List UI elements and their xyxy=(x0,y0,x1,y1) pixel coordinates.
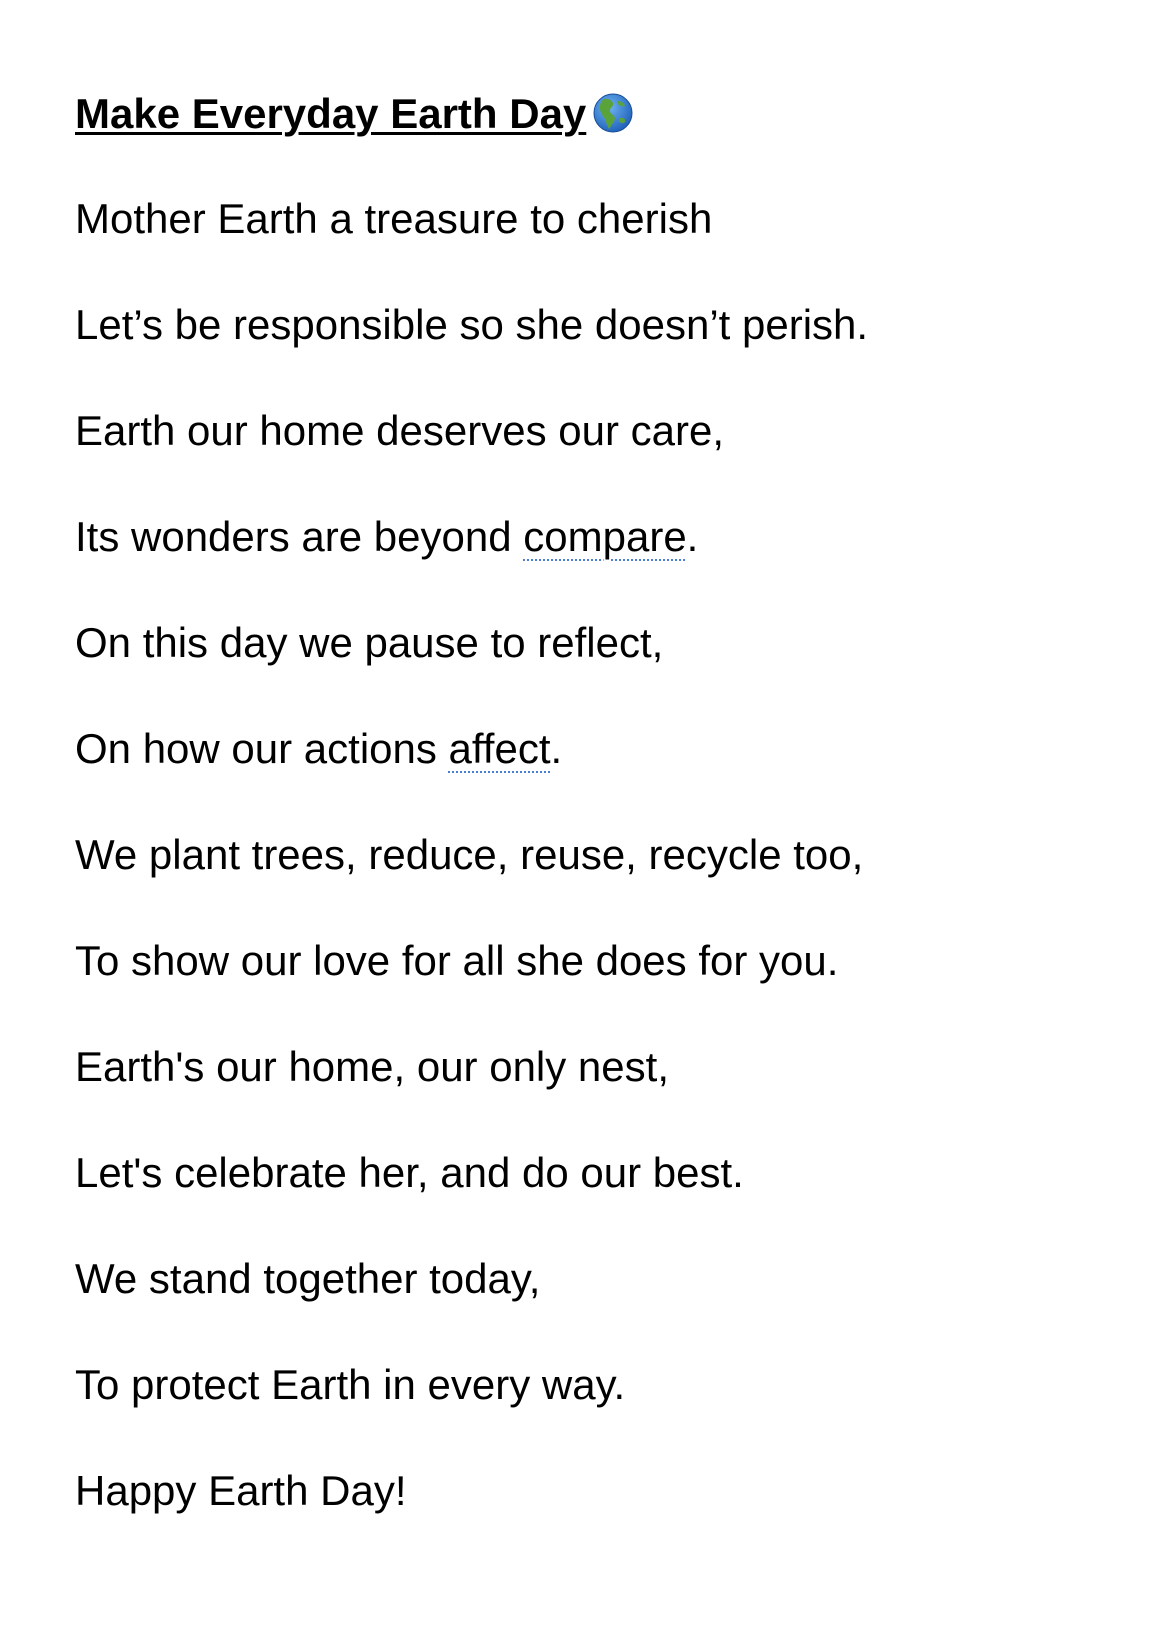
document-title xyxy=(75,88,1115,140)
title-text: Make Everyday Earth Day xyxy=(75,90,587,137)
spellcheck-flagged-word[interactable]: affect xyxy=(448,725,551,772)
poem-line: To show our love for all she does for you. xyxy=(75,937,839,984)
poem-line: Earth our home deserves our care, xyxy=(75,407,724,454)
poem-line xyxy=(75,724,1115,774)
document-body xyxy=(75,88,1115,1572)
poem-line xyxy=(75,512,1115,562)
poem-lines xyxy=(75,194,1115,1516)
spellcheck-flagged-word[interactable]: compare xyxy=(523,513,687,560)
poem-line: To protect Earth in every way. xyxy=(75,1361,626,1408)
poem-line: We plant trees, reduce, reuse, recycle too, xyxy=(75,831,864,878)
poem-line: Mother Earth a treasure to cherish xyxy=(75,195,713,242)
poem-line: Let's celebrate her, and do our best. xyxy=(75,1149,744,1196)
line-text: . xyxy=(686,513,699,560)
line-text: . xyxy=(550,725,563,772)
line-text: Its wonders are beyond xyxy=(75,513,524,560)
poem-line: We stand together today, xyxy=(75,1255,541,1302)
globe-americas-icon xyxy=(592,92,634,134)
poem-line: On this day we pause to reflect, xyxy=(75,619,664,666)
poem-line: Earth's our home, our only nest, xyxy=(75,1043,669,1090)
line-text: On how our actions xyxy=(75,725,449,772)
poem-line: Happy Earth Day! xyxy=(75,1467,407,1514)
poem-line: Let’s be responsible so she doesn’t perish. xyxy=(75,301,869,348)
